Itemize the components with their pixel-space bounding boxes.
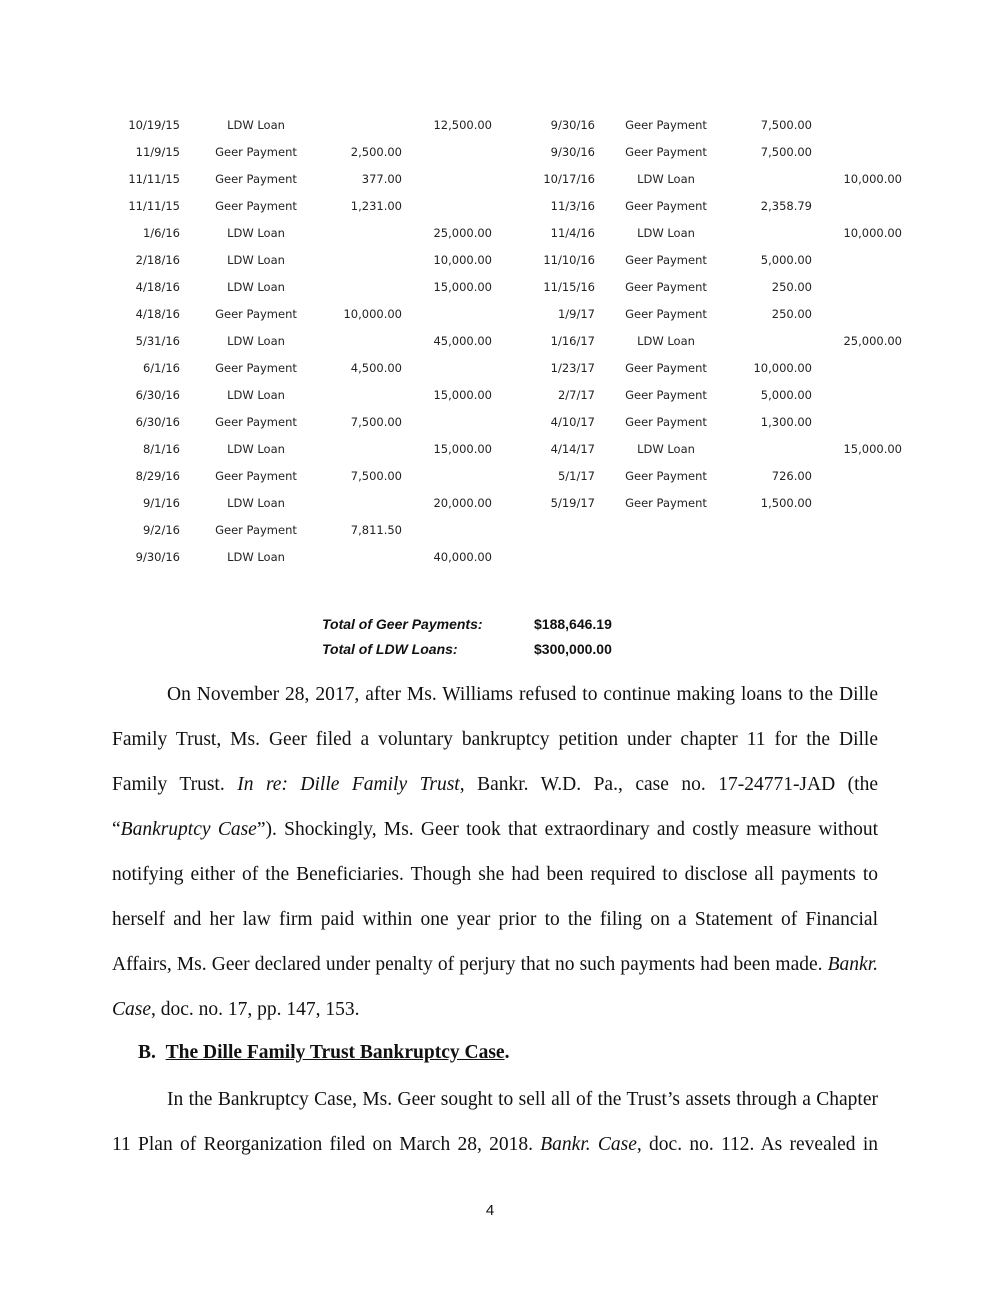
ledger-loan-amount: 10,000.00 [433, 253, 492, 267]
ledger-loan-amount: 40,000.00 [433, 550, 492, 564]
ledger-date: 1/23/17 [550, 361, 595, 375]
ledger-loan-amount: 10,000.00 [843, 226, 902, 240]
ledger-date: 11/11/15 [128, 172, 180, 186]
ledger-date: 4/18/16 [135, 307, 180, 321]
ledger-date: 10/19/15 [128, 118, 180, 132]
ledger-description: Geer Payment [215, 145, 297, 159]
ledger-description: Geer Payment [625, 388, 707, 402]
ledger-row [0, 118, 1000, 138]
defined-term: Bankruptcy Case [120, 819, 257, 840]
ledger-description: LDW Loan [637, 172, 695, 186]
ledger-payment-amount: 1,231.00 [350, 199, 402, 213]
ledger-date: 9/30/16 [135, 550, 180, 564]
ledger-payment-amount: 250.00 [771, 280, 812, 294]
ledger-date: 6/30/16 [135, 388, 180, 402]
ledger-date: 8/1/16 [142, 442, 180, 456]
ledger-payment-amount: 1,500.00 [760, 496, 812, 510]
case-citation: Bankr. Case [112, 954, 878, 1020]
paragraph-text [112, 1077, 878, 1167]
ledger-description: LDW Loan [227, 388, 285, 402]
ledger-row [0, 199, 1000, 219]
text-run: , doc. no. 17, pp. 147, 153. [151, 999, 360, 1020]
ledger-description: LDW Loan [227, 334, 285, 348]
ledger-date: 11/3/16 [550, 199, 595, 213]
ledger-description: Geer Payment [625, 469, 707, 483]
ledger-description: Geer Payment [215, 199, 297, 213]
ledger-loan-amount: 15,000.00 [843, 442, 902, 456]
ledger-description: LDW Loan [637, 226, 695, 240]
paragraph-bankruptcy-filing [112, 672, 878, 1032]
geer-total-label: Total of Geer Payments: [322, 616, 483, 632]
ledger-loan-amount: 12,500.00 [433, 118, 492, 132]
ledger-payment-amount: 10,000.00 [753, 361, 812, 375]
section-title: The Dille Family Trust Bankruptcy Case [165, 1042, 505, 1063]
ledger-description: Geer Payment [215, 415, 297, 429]
ledger-loan-amount: 45,000.00 [433, 334, 492, 348]
ledger-loan-amount: 10,000.00 [843, 172, 902, 186]
ledger-payment-amount: 726.00 [771, 469, 812, 483]
ledger-payment-amount: 10,000.00 [343, 307, 402, 321]
ledger-loan-amount: 25,000.00 [433, 226, 492, 240]
page-number: 4 [485, 1202, 495, 1219]
ledger-description: Geer Payment [625, 199, 707, 213]
ledger-payment-amount: 4,500.00 [350, 361, 402, 375]
ledger-date: 11/9/15 [135, 145, 180, 159]
ledger-description: LDW Loan [637, 442, 695, 456]
section-heading [138, 1042, 509, 1064]
text-run: ”). Shockingly, Ms. Geer took that extraordinary and costly measure without notifying either of the Beneficiaries. Though she had been required to disclose all payments to herself and her law firm paid within one year prior to the filing on a Statement of Financial Affairs, Ms. Geer declared under penalty of perjury that no such payments had been made. [112, 819, 878, 975]
ledger-date: 1/9/17 [557, 307, 595, 321]
ledger-date: 10/17/16 [543, 172, 595, 186]
ledger-row [0, 550, 1000, 570]
ledger-description: Geer Payment [625, 253, 707, 267]
ledger-payment-amount: 7,500.00 [350, 415, 402, 429]
ledger-loan-amount: 15,000.00 [433, 388, 492, 402]
ledger-date: 5/31/16 [135, 334, 180, 348]
ledger-row [0, 523, 1000, 543]
ledger-description: Geer Payment [625, 118, 707, 132]
ledger-description: Geer Payment [625, 361, 707, 375]
ledger-description: Geer Payment [215, 172, 297, 186]
ledger-date: 11/10/16 [543, 253, 595, 267]
ledger-date: 11/4/16 [550, 226, 595, 240]
ledger-description: LDW Loan [227, 442, 285, 456]
ledger-date: 11/11/15 [128, 199, 180, 213]
ledger-date: 5/19/17 [550, 496, 595, 510]
case-citation: Bankr. Case [540, 1134, 637, 1155]
ledger-date: 1/16/17 [550, 334, 595, 348]
ledger-date: 6/1/16 [142, 361, 180, 375]
ledger-description: Geer Payment [625, 145, 707, 159]
ldw-total-label: Total of LDW Loans: [322, 641, 458, 657]
ledger-payment-amount: 7,500.00 [350, 469, 402, 483]
ledger-date: 4/10/17 [550, 415, 595, 429]
ledger-date: 8/29/16 [135, 469, 180, 483]
geer-total-value: $188,646.19 [534, 616, 612, 632]
ledger-date: 9/30/16 [550, 145, 595, 159]
ledger-payment-amount: 377.00 [361, 172, 402, 186]
ledger-table [0, 118, 1000, 578]
ledger-description: Geer Payment [625, 496, 707, 510]
ledger-description: Geer Payment [625, 307, 707, 321]
ledger-row [0, 334, 1000, 354]
ledger-date: 9/30/16 [550, 118, 595, 132]
ledger-row [0, 361, 1000, 381]
ledger-payment-amount: 2,358.79 [760, 199, 812, 213]
ledger-description: Geer Payment [625, 280, 707, 294]
ledger-description: Geer Payment [215, 307, 297, 321]
ledger-row [0, 388, 1000, 408]
ledger-description: Geer Payment [215, 523, 297, 537]
text-run: , Bankr. W.D. Pa., case no. 17-24771-JAD (the “ [112, 774, 878, 840]
ledger-date: 1/6/16 [142, 226, 180, 240]
ledger-row [0, 172, 1000, 192]
ledger-payment-amount: 250.00 [771, 307, 812, 321]
ledger-row [0, 253, 1000, 273]
ledger-row [0, 145, 1000, 165]
ledger-row [0, 469, 1000, 489]
ledger-payment-amount: 7,811.50 [350, 523, 402, 537]
ledger-date: 9/1/16 [142, 496, 180, 510]
ledger-payment-amount: 5,000.00 [760, 253, 812, 267]
ledger-date: 2/18/16 [135, 253, 180, 267]
ledger-date: 6/30/16 [135, 415, 180, 429]
case-citation: In re: Dille Family Trust [237, 774, 460, 795]
geer-total-row [0, 616, 1000, 638]
ledger-description: LDW Loan [227, 550, 285, 564]
ledger-description: LDW Loan [227, 118, 285, 132]
paragraph-plan-of-reorganization [112, 1077, 878, 1167]
ledger-date: 9/2/16 [142, 523, 180, 537]
paragraph-text [112, 672, 878, 1032]
ldw-total-row [0, 641, 1000, 663]
ledger-description: Geer Payment [625, 415, 707, 429]
ledger-loan-amount: 25,000.00 [843, 334, 902, 348]
ledger-loan-amount: 15,000.00 [433, 280, 492, 294]
ledger-loan-amount: 20,000.00 [433, 496, 492, 510]
ledger-row [0, 442, 1000, 462]
ledger-description: Geer Payment [215, 469, 297, 483]
ledger-date: 2/7/17 [557, 388, 595, 402]
ledger-payment-amount: 7,500.00 [760, 145, 812, 159]
ledger-payment-amount: 1,300.00 [760, 415, 812, 429]
ledger-payment-amount: 5,000.00 [760, 388, 812, 402]
ledger-description: LDW Loan [227, 496, 285, 510]
ledger-row [0, 496, 1000, 516]
ledger-description: LDW Loan [227, 253, 285, 267]
totals-block [0, 616, 1000, 666]
ledger-payment-amount: 2,500.00 [350, 145, 402, 159]
ledger-description: LDW Loan [637, 334, 695, 348]
ledger-date: 11/15/16 [543, 280, 595, 294]
ledger-description: LDW Loan [227, 226, 285, 240]
ledger-row [0, 280, 1000, 300]
ledger-description: Geer Payment [215, 361, 297, 375]
heading-period: . [504, 1042, 510, 1063]
ledger-row [0, 226, 1000, 246]
ledger-loan-amount: 15,000.00 [433, 442, 492, 456]
section-letter: B. [138, 1042, 156, 1063]
ledger-date: 4/18/16 [135, 280, 180, 294]
ledger-date: 4/14/17 [550, 442, 595, 456]
ledger-payment-amount: 7,500.00 [760, 118, 812, 132]
ledger-description: LDW Loan [227, 280, 285, 294]
ledger-row [0, 307, 1000, 327]
text-run: , doc. no. 112. As revealed in [636, 1134, 878, 1155]
text-run: In the Bankruptcy Case, Ms. Geer sought to sell all of the Trust’s assets through a Chapter 11 Plan of Reorganization filed on March 28, 2018. [112, 1089, 878, 1155]
ledger-date: 5/1/17 [557, 469, 595, 483]
ledger-row [0, 415, 1000, 435]
text-run: On November 28, 2017, after Ms. Williams refused to continue making loans to the Dille Family Trust, Ms. Geer filed a voluntary bankruptcy petition under chapter 11 for the Dille Family Trust. [112, 684, 878, 795]
ldw-total-value: $300,000.00 [534, 641, 612, 657]
